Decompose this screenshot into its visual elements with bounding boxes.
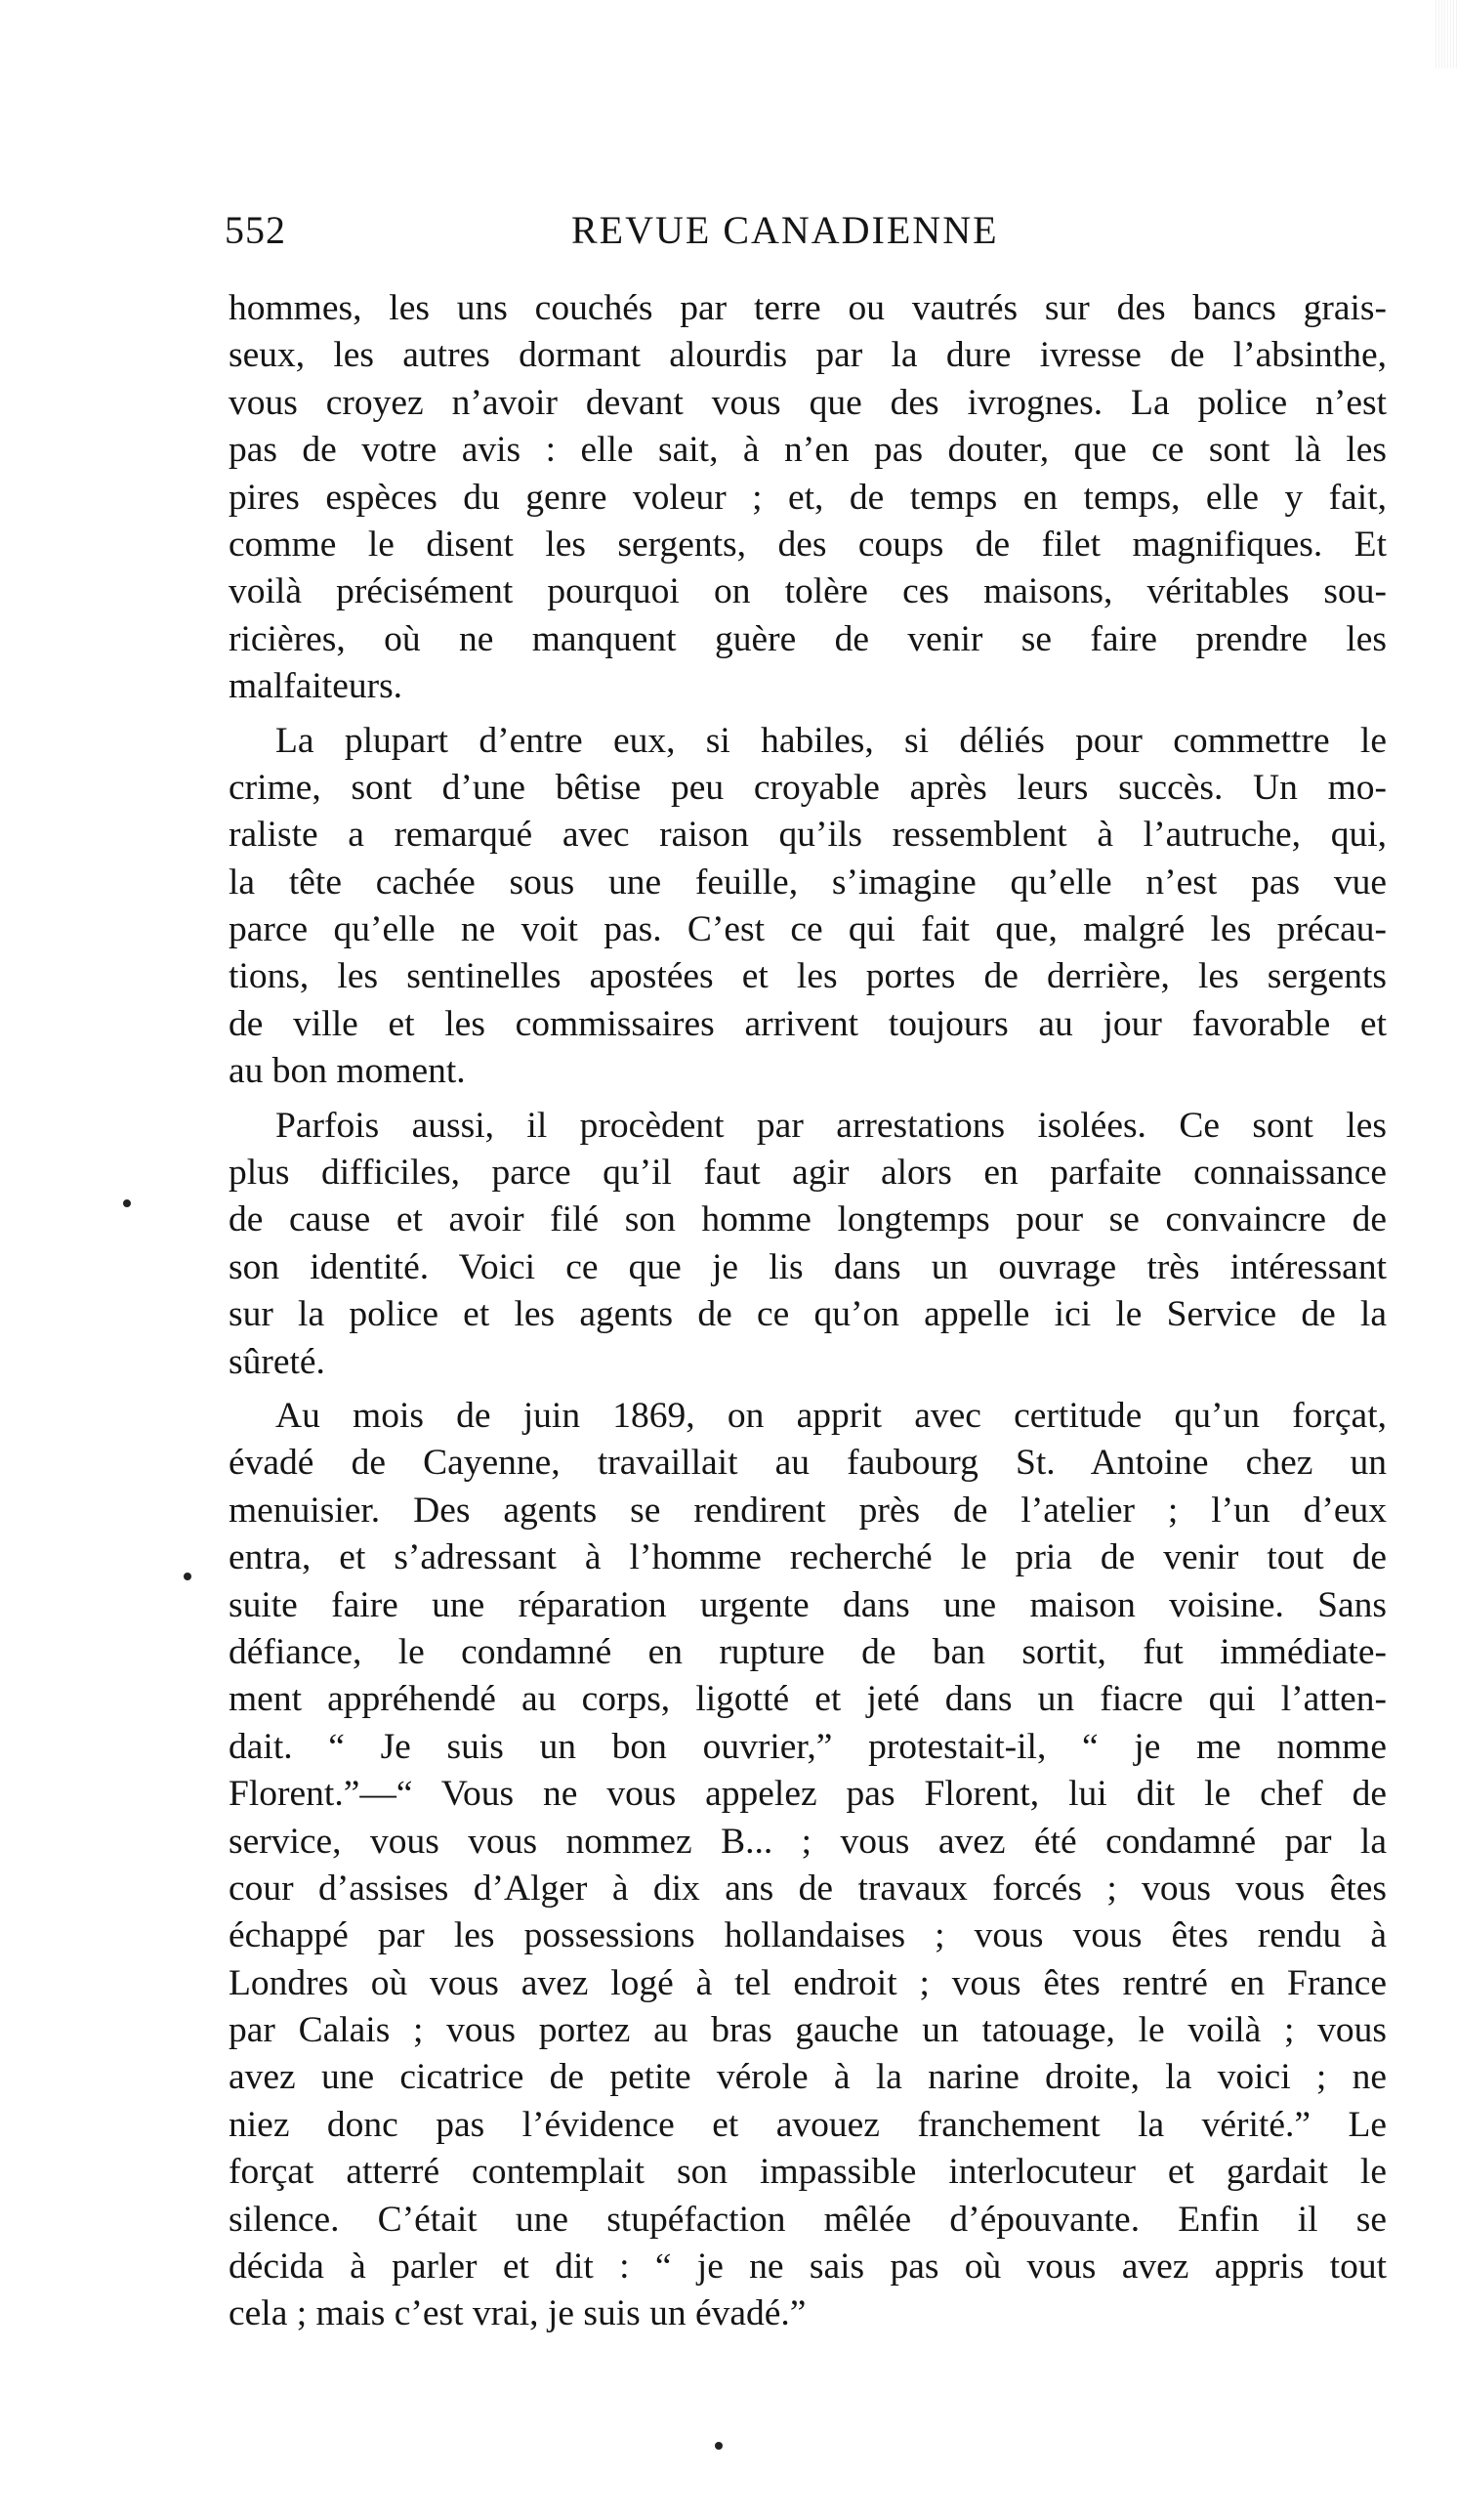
text-line: entra, et s’adressant à l’homme recherché le pria de venir tout de [229, 1537, 1387, 1578]
text-line: plus difficiles, parce qu’il faut agir alors en parfaite connaissance [229, 1153, 1387, 1194]
text-line: La plupart d’entre eux, si habiles, si déliés pour commettre le [275, 720, 1387, 761]
text-line: service, vous vous nommez B... ; vous avez été condamné par la [229, 1821, 1387, 1862]
text-line: forçat atterré contemplait son impassible interlocuteur et gardait le [229, 2152, 1387, 2193]
text-line: Florent.”—“ Vous ne vous appelez pas Florent, lui dit le chef de [229, 1774, 1387, 1815]
text-line: comme le disent les sergents, des coups de filet magnifiques. Et [229, 524, 1387, 565]
text-line: suite faire une réparation urgente dans une maison voisine. Sans [229, 1584, 1387, 1625]
scan-edge-noise [1436, 0, 1457, 68]
body-text [229, 285, 1387, 2338]
text-line: parce qu’elle ne voit pas. C’est ce qui fait que, malgré les précau- [229, 909, 1387, 950]
text-line: pires espèces du genre voleur ; et, de temps en temps, elle y fait, [229, 477, 1387, 518]
margin-mark [715, 2442, 723, 2450]
text-line: sûreté. [229, 1341, 325, 1382]
text-line: niez donc pas l’évidence et avouez franchement la vérité.” Le [229, 2104, 1387, 2145]
text-line: raliste a remarqué avec raison qu’ils ressemblent à l’autruche, qui, [229, 815, 1387, 856]
text-line: seux, les autres dormant alourdis par la dure ivresse de l’absinthe, [229, 335, 1387, 376]
text-line: hommes, les uns couchés par terre ou vautrés sur des bancs grais- [229, 288, 1387, 328]
page-header [225, 207, 1025, 266]
text-line: au bon moment. [229, 1051, 466, 1092]
paragraph [229, 1393, 1387, 2338]
text-line: Parfois aussi, il procèdent par arrestations isolées. Ce sont les [275, 1105, 1387, 1146]
text-line: évadé de Cayenne, travaillait au faubourg St. Antoine chez un [229, 1443, 1387, 1484]
margin-mark [184, 1573, 191, 1580]
text-line: par Calais ; vous portez au bras gauche un tatouage, le voilà ; vous [229, 2010, 1387, 2051]
text-line: cour d’assises d’Alger à dix ans de travaux forcés ; vous vous êtes [229, 1868, 1387, 1909]
text-line: crime, sont d’une bêtise peu croyable après leurs succès. Un mo- [229, 767, 1387, 808]
text-line: Londres où vous avez logé à tel endroit ; vous êtes rentré en France [229, 1962, 1387, 2003]
page-number: 552 [225, 208, 286, 252]
margin-mark [123, 1199, 131, 1207]
text-line: échappé par les possessions hollandaises ; vous vous êtes rendu à [229, 1915, 1387, 1956]
text-line: de ville et les commissaires arrivent toujours au jour favorable et [229, 1003, 1387, 1044]
text-line: silence. C’était une stupéfaction mêlée d’épouvante. Enfin il se [229, 2199, 1387, 2240]
text-line: cela ; mais c’est vrai, je suis un évadé.” [229, 2293, 807, 2334]
text-line: la tête cachée sous une feuille, s’imagine qu’elle n’est pas vue [229, 861, 1387, 903]
running-title: REVUE CANADIENNE [571, 208, 999, 252]
text-line: dait. “ Je suis un bon ouvrier,” protestait-il, “ je me nomme [229, 1726, 1387, 1767]
text-line: ricières, où ne manquent guère de venir se faire prendre les [229, 618, 1387, 659]
text-line: sur la police et les agents de ce qu’on appelle ici le Service de la [229, 1294, 1387, 1335]
text-line: son identité. Voici ce que je lis dans un ouvrage très intéressant [229, 1246, 1387, 1287]
text-line: tions, les sentinelles apostées et les portes de derrière, les sergents [229, 956, 1387, 997]
text-line: avez une cicatrice de petite vérole à la narine droite, la voici ; ne [229, 2057, 1387, 2098]
text-line: Au mois de juin 1869, on apprit avec certitude qu’un forçat, [275, 1395, 1387, 1436]
text-line: pas de votre avis : elle sait, à n’en pas douter, que ce sont là les [229, 430, 1387, 471]
text-line: menuisier. Des agents se rendirent près de l’atelier ; l’un d’eux [229, 1490, 1387, 1531]
paragraph [229, 285, 1387, 711]
text-line: voilà précisément pourquoi on tolère ces maisons, véritables sou- [229, 571, 1387, 612]
paragraph [229, 1103, 1387, 1386]
text-line: défiance, le condamné en rupture de ban sortit, fut immédiate- [229, 1631, 1387, 1672]
paragraph [229, 718, 1387, 1096]
text-line: de cause et avoir filé son homme longtemps pour se convaincre de [229, 1199, 1387, 1240]
text-line: vous croyez n’avoir devant vous que des ivrognes. La police n’est [229, 382, 1387, 423]
text-line: ment appréhendé au corps, ligotté et jeté dans un fiacre qui l’atten- [229, 1679, 1387, 1720]
text-line: décida à parler et dit : “ je ne sais pas où vous avez appris tout [229, 2247, 1387, 2288]
text-line: malfaiteurs. [229, 666, 403, 707]
